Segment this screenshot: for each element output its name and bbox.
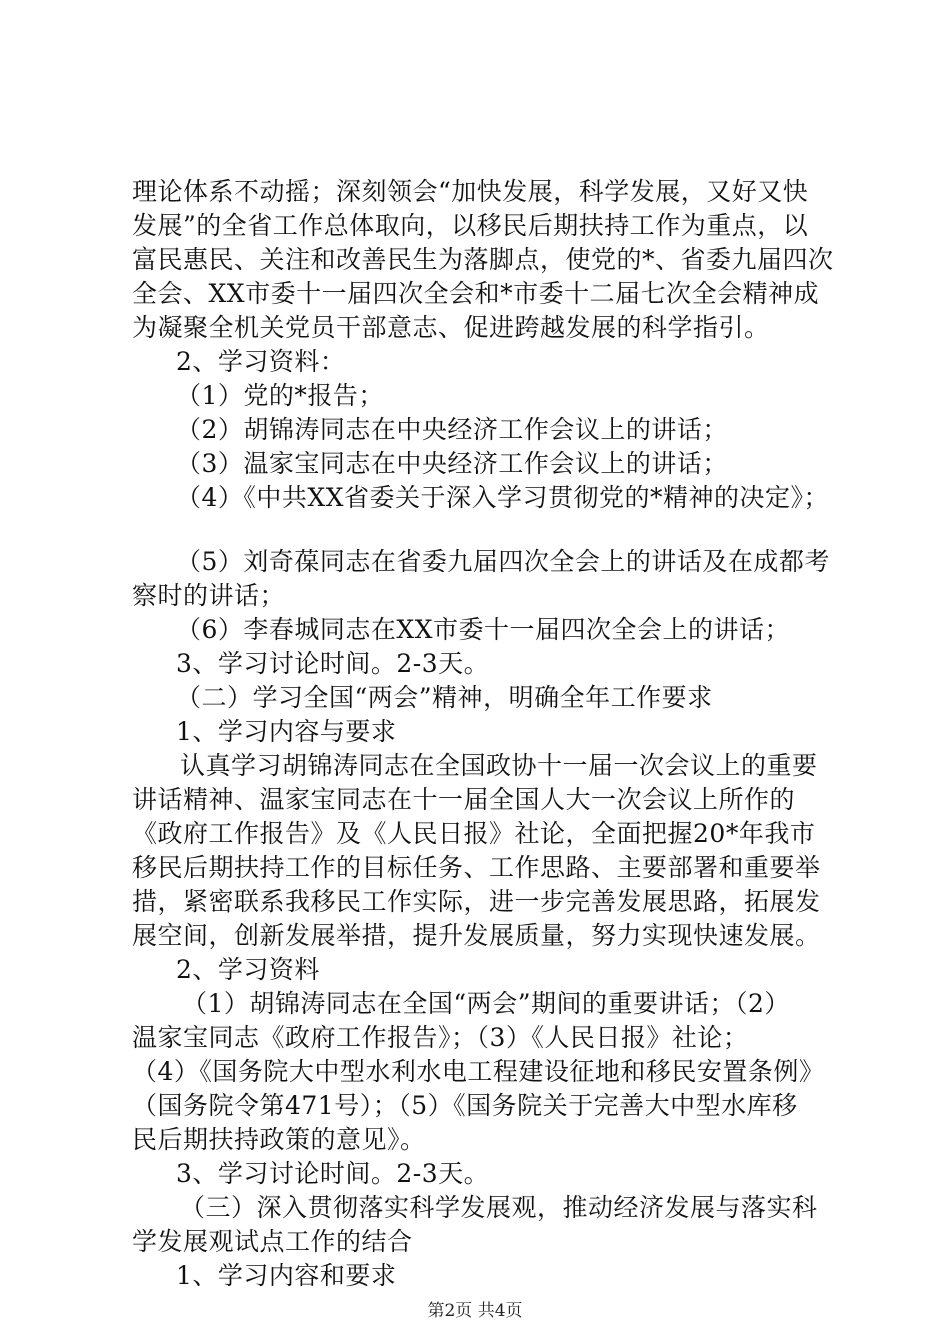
section-heading: （二）学习全国“两会”精神，明确全年工作要求: [176, 683, 713, 712]
body-line: 《政府工作报告》及《人民日报》社论，全面把握20*年我市: [132, 819, 816, 848]
body-line: 全会、XX市委十一届四次全会和*市委十二届七次全会精神成: [132, 279, 820, 308]
body-line: 展空间，创新发展举措，提升发展质量，努力实现快速发展。: [132, 921, 821, 950]
list-item: （1）党的*报告；: [176, 381, 384, 410]
list-item: （2）胡锦涛同志在中央经济工作会议上的讲话；: [176, 415, 728, 444]
body-line: 温家宝同志《政府工作报告》；（3）《人民日报》社论；: [132, 1023, 749, 1052]
body-line: （国务院令第471号）；（5）《国务院关于完善大中型水库移: [132, 1091, 798, 1120]
list-item: （5）刘奇葆同志在省委九届四次全会上的讲话及在成都考: [176, 547, 830, 576]
body-line: 为凝聚全机关党员干部意志、促进跨越发展的科学指引。: [132, 313, 770, 342]
section-heading: 1、学习内容与要求: [176, 717, 397, 746]
list-item: （6）李春城同志在XX市委十一届四次全会上的讲话；: [176, 615, 791, 644]
section-heading: 3、学习讨论时间。2-3天。: [176, 649, 490, 678]
body-line: 学发展观试点工作的结合: [132, 1227, 413, 1256]
body-line: 富民惠民、关注和改善民生为落脚点，使党的*、省委九届四次: [132, 245, 834, 274]
body-line: 理论体系不动摇；深刻领会“加快发展，科学发展，又好又快: [132, 177, 809, 206]
body-line: 认真学习胡锦涛同志在全国政协十一届一次会议上的重要: [180, 751, 818, 780]
section-heading: 1、学习内容和要求: [176, 1261, 397, 1290]
section-heading: 2、学习资料: [176, 955, 320, 984]
list-item: （3）温家宝同志在中央经济工作会议上的讲话；: [176, 449, 728, 478]
page-number-footer: 第2页 共4页: [427, 1301, 523, 1321]
section-heading: 3、学习讨论时间。2-3天。: [176, 1159, 490, 1188]
list-item: （4）《中共XX省委关于深入学习贯彻党的*精神的决定》；: [176, 483, 830, 512]
body-line: 讲话精神、温家宝同志在十一届全国人大一次会议上所作的: [132, 785, 796, 814]
body-line: 措，紧密联系我移民工作实际，进一步完善发展思路，拓展发: [132, 887, 821, 916]
body-line: （4）《国务院大中型水利水电工程建设征地和移民安置条例》: [132, 1057, 825, 1086]
body-line: 发展”的全省工作总体取向，以移民后期扶持工作为重点，以: [132, 211, 809, 240]
body-line: 察时的讲话；: [132, 581, 286, 610]
section-heading: （三）深入贯彻落实科学发展观，推动经济发展与落实科: [180, 1193, 818, 1222]
body-line: 民后期扶持政策的意见》。: [132, 1125, 426, 1154]
body-line: （1）胡锦涛同志在全国“两会”期间的重要讲话；（2）: [182, 989, 790, 1018]
section-heading: 2、学习资料：: [176, 347, 346, 376]
body-line: 移民后期扶持工作的目标任务、工作思路、主要部署和重要举: [132, 853, 821, 882]
